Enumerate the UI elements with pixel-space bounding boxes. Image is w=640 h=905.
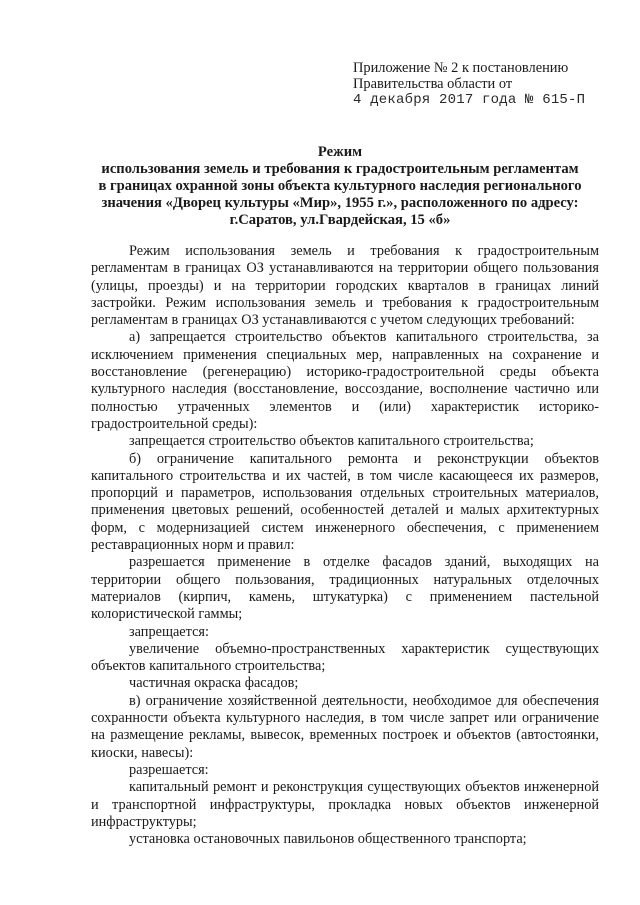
body-paragraph: а) запрещается строительство объектов капитального строительства, за исключением применения специальных мер, направленных на сохранение и восстановление (регенерацию) историко-градостроительной среды объекта культурного наследия (восстановление, воссоздание, восполнение частично или полностью утраченных элементов и (или) характеристик историко-градостроительной среды): bbox=[91, 329, 599, 432]
title-line: использования земель и требования к градостроительным регламентам bbox=[101, 161, 579, 177]
body-paragraph: разрешается применение в отделке фасадов зданий, выходящих на территории общего пользования, традиционных натуральных отделочных материалов (кирпич, камень, штукатурка) с применением пастельной колористической гаммы; bbox=[91, 554, 599, 623]
body-paragraph: в) ограничение хозяйственной деятельности, необходимое для обеспечения сохранности объекта культурного наследия, в том числе запрет или ограничение на размещение рекламы, вывесок, временных построек и объектов (автостоянки, киоски, навесы): bbox=[91, 692, 599, 761]
document-title bbox=[80, 144, 600, 229]
body-paragraph: частичная окраска фасадов; bbox=[129, 675, 299, 692]
appendix-date-stamp: 4 декабря 2017 года № 615-П bbox=[353, 92, 586, 108]
document-body bbox=[91, 243, 599, 848]
appendix-header-line: Правительства области от bbox=[353, 76, 513, 92]
body-paragraph: Режим использования земель и требования к градостроительным регламентам в границах ОЗ устанавливаются на территории общего пользования (улицы, проезды) и на территории городских кварталов в границах линий застройки. Режим использования земель и требования к градостроительным регламентам в границах ОЗ устанавливаются с учетом следующих требований: bbox=[91, 243, 599, 329]
title-line: г.Саратов, ул.Гвардейская, 15 «б» bbox=[229, 212, 451, 228]
body-paragraph: запрещается строительство объектов капитального строительства; bbox=[129, 433, 534, 450]
body-paragraph: установка остановочных павильонов общественного транспорта; bbox=[129, 831, 527, 848]
title-line: значения «Дворец культуры «Мир», 1955 г.», расположенного по адресу: bbox=[101, 195, 579, 211]
appendix-header bbox=[353, 60, 623, 108]
body-paragraph: увеличение объемно-пространственных характеристик существующих объектов капитального строительства; bbox=[91, 640, 599, 675]
title-line: в границах охранной зоны объекта культурного наследия регионального bbox=[98, 178, 582, 194]
body-paragraph: б) ограничение капитального ремонта и реконструкции объектов капитального строительства и их частей, в том числе касающееся их размеров, пропорций и параметров, использования отдельных строительных материалов, применения цветовых решений, особенностей деталей и малых архитектурных форм, с модернизацией систем инженерного обеспечения, с применением реставрационных норм и правил: bbox=[91, 450, 599, 554]
body-paragraph: запрещается: bbox=[129, 623, 209, 640]
body-paragraph: разрешается: bbox=[129, 761, 209, 778]
appendix-header-line: Приложение № 2 к постановлению bbox=[353, 60, 569, 76]
title-line: Режим bbox=[317, 144, 363, 160]
body-paragraph: капитальный ремонт и реконструкция существующих объектов инженерной и транспортной инфраструктуры, прокладка новых объектов инженерной инфраструктуры; bbox=[91, 779, 599, 830]
